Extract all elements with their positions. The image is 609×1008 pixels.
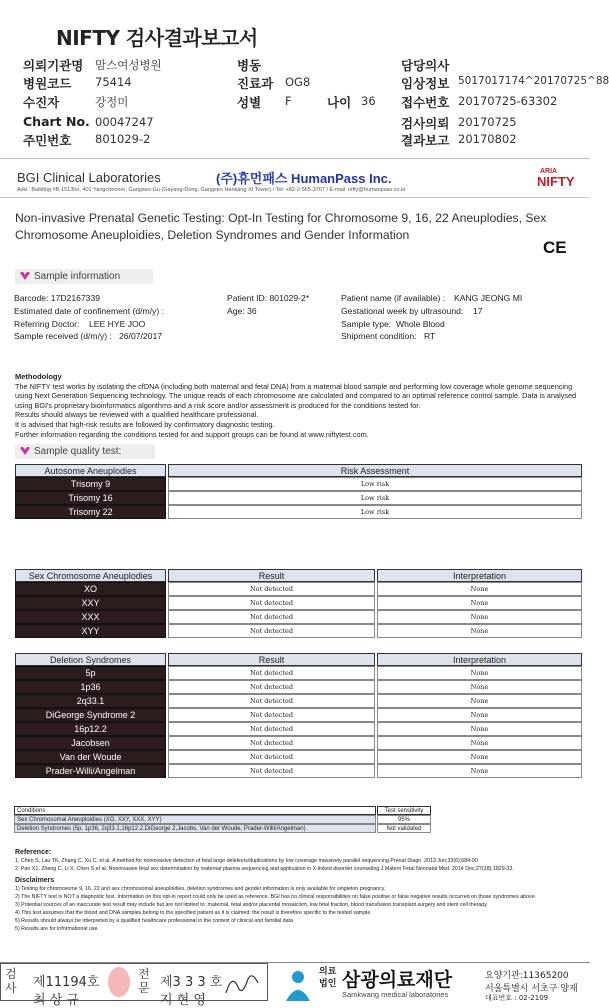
del-interp: None [377,694,582,708]
disclaimer-1: 1) Testing for chromosome 9, 16, 22 and sex chromosomal aneuploidies, deletion syndromes and gender information is only available for singleton pregnancy. [15,886,386,892]
cond-name: Deletion Syndromes (5p, 1p36, 2q33.1,16p12.2,DiGeorge 2,Jacobs, Van der Woude, Prader-Willi/Angelman) [14,824,376,833]
cond-sens: 95% [377,815,431,824]
lab-address: Add.: Building #B-1513ho, 401 Yangcheonro, Gangseo-Gu (Gayang-Dong, Gangseo Hankang XI Tower) / Tel: +82-2-565-3767 / E-mail: nifty@humanpass.co.kr [17,187,406,193]
table-row [15,624,582,638]
sample-type-label: Sample type: [341,319,392,329]
del-result: Not detected [168,694,375,708]
sex-result: Not detected [168,624,375,638]
partner-name: (주)휴먼패스 HumanPass Inc. [216,171,392,186]
del-header-name: Deletion Syndromes [15,653,166,666]
sex-name: XXX [15,610,166,624]
sex-interp: None [377,596,582,610]
table-row [15,708,582,722]
del-interp: None [377,722,582,736]
test-title: Non-invasive Prenatal Genetic Testing: Opt-In Testing for Chromosome 9, 16, 22 Aneuplodies, Sex Chromosome Aneuploidies, Deletion Syndromes and Gender Information [15,211,547,242]
del-name: Van der Woude [15,750,166,764]
request-date-value: 20170725 [458,115,517,129]
del-name: 16p12.2 [15,722,166,736]
sex-interp: None [377,624,582,638]
request-date-label: 검사의뢰 [401,116,450,131]
age-value: 36 [361,94,376,108]
sex-interp: None [377,582,582,596]
left-label: 검사 [5,967,17,995]
table-row [15,582,582,596]
dept-value: OG8 [285,75,311,89]
patient-age: Age: 36 [227,306,257,316]
autosome-name: Trisomy 22 [15,505,166,519]
director-name-2: 지 현 영 [160,993,206,1008]
ribbon-icon [19,446,31,456]
sample-info-heading-text: Sample information [34,271,121,282]
del-interp: None [377,750,582,764]
autosome-name: Trisomy 16 [15,491,166,505]
referring-label: Referring Doctor: [14,319,80,329]
sex-header-interp: Interpretation [377,569,582,582]
del-name: Jacobsen [15,736,166,750]
cond-name: Sex Chromosomal Aneuploidies (XO, XXY, XXX, XYY) [14,815,376,824]
del-result: Not detected [168,680,375,694]
del-result: Not detected [168,736,375,750]
gest-value: 17 [473,306,483,316]
reference-2: 2. Pan X1, Zhang C, Li X, Chen S,et al. Noninvasive fetal sex determination by maternal plasma sequencing and application in X-linked disorder counseling.J Matern Fetal Neonatal Med. 2014 Dec;27(18):1829-33. [15,866,514,872]
patient-name-label: Patient name (if available) : [341,293,446,303]
sex-header-result: Result [168,569,375,582]
disclaimers-heading: Disclaimers [15,877,55,884]
autosome-risk: Low risk [168,491,582,505]
sex-value: F [285,94,292,108]
sex-result: Not detected [168,610,375,624]
autosome-header-name: Autosome Aneuplodies [15,464,166,477]
autosome-table [13,464,584,519]
disclaimer-5: 5) Results should always be interpreted by a qualified healthcare professional in the context of clinical and familial data [15,918,293,924]
methodology-p2: Results should always be reviewed with a qualified healthcare professional. [15,410,259,420]
del-name: 5p [15,666,166,680]
resident-id-label: 주민번호 [23,133,72,148]
banner-divider [0,197,590,198]
ribbon-icon [19,271,31,281]
received-value: 26/07/2017 [119,331,163,341]
sample-info-heading [15,269,153,284]
collector-label: 수진자 [23,95,60,110]
referring-value: LEE HYE JOO [89,319,146,329]
del-interp: None [377,680,582,694]
table-row [15,491,582,505]
table-row [15,596,582,610]
autosome-name: Trisomy 9 [15,477,166,491]
org-eng: Samkwang medical laboratories [342,990,449,999]
org-small-1: 의료 [319,967,337,977]
patient-name-value: KANG JEONG MI [454,293,523,303]
report-title: NIFTY 검사결과보고서 [56,26,258,50]
institution-label: 의뢰기관명 [23,58,84,73]
doctor-label: 담당의사 [401,58,450,73]
del-header-interp: Interpretation [377,653,582,666]
methodology-p1: The NIFTY test works by isolating the cfDNA (including both maternal and fetal DNA) from a maternal blood sample and performing low coverage whole genome sequencing using Next Generation Sequencing technology. The unique reads of each chromosome are calculated and compared to an optimal reference control sample. Data is analysed using BGI's proprietary bioinformatics algorithms and a risk score and/or assessment is produced for the conditions tested for. [15,381,577,410]
del-result: Not detected [168,708,375,722]
shipment-value: RT [424,331,436,341]
seal-stamp [108,967,130,997]
del-result: Not detected [168,666,375,680]
sex-name: XO [15,582,166,596]
del-name: DiGeorge Syndrome 2 [15,708,166,722]
sex-label: 성별 [237,95,262,110]
sex-chromosome-table [13,569,584,638]
table-row [15,505,582,519]
hospital-code-value: 75414 [95,75,132,89]
barcode: Barcode: 17D2167339 [14,293,101,303]
cond-sens: Not validated [377,824,431,833]
footer [0,962,590,1008]
sex-interp: None [377,610,582,624]
del-header-result: Result [168,653,375,666]
del-interp: None [377,736,582,750]
report-date-label: 결과보고 [401,133,450,148]
references-heading: Reference: [15,849,52,856]
resident-id-value: 801029-2 [95,132,151,146]
disclaimer-2: 2) The NIFTY test is NOT a diagnostic test. Information on this opt-in report could only be used as reference. BGI has no clinical responsibilities on false positive or false negative results occurred on those syndromes above. [15,894,537,900]
autosome-header-risk: Risk Assessment [168,464,582,477]
org-tel: 대표번호 : 02-2109 [485,994,549,1002]
clinical-info-label: 임상정보 [401,76,450,91]
sex-name: XXY [15,596,166,610]
logo-nifty: NIFTY [537,174,575,189]
institution-value: 맘스여성병원 [95,58,162,72]
table-row [14,824,431,833]
director-name-1: 최 상 규 [33,993,79,1008]
autosome-risk: Low risk [168,477,582,491]
hospital-code-label: 병원코드 [23,76,72,91]
del-result: Not detected [168,750,375,764]
conditions-table [13,806,432,833]
org-name: 삼광의료재단 [342,969,453,991]
table-row [14,815,431,824]
ward-label: 병동 [237,58,262,73]
org-logo-icon [280,965,316,1001]
table-row [15,610,582,624]
del-result: Not detected [168,722,375,736]
logo-aria: ARIA [540,168,558,175]
del-name: 1p36 [15,680,166,694]
cond-header: Conditions [14,806,376,815]
org-address: 서울특별시 서초구 양재 [485,984,578,994]
age-label: 나이 [327,95,352,110]
del-interp: None [377,708,582,722]
sex-result: Not detected [168,582,375,596]
del-result: Not detected [168,764,375,778]
table-row [15,694,582,708]
deletion-table [13,653,584,778]
chart-no-value: 00047247 [95,115,154,129]
sex-name: XYY [15,624,166,638]
lab-name: BGI Clinical Laboratories [17,170,161,185]
table-row [15,680,582,694]
header-divider [0,158,590,159]
del-name: 2q33.1 [15,694,166,708]
edc-label: Estimated date of confinement (d/m/y) : [14,306,164,316]
gest-label: Gestational week by ultrasound: [341,306,464,316]
sex-result: Not detected [168,596,375,610]
table-row [15,750,582,764]
sex-header-name: Sex Chromosome Aneuplodies [15,569,166,582]
autosome-risk: Low risk [168,505,582,519]
table-row [15,736,582,750]
chart-no-label: Chart No. [23,114,90,129]
table-row [15,764,582,778]
license-no-1: 제11194호 [33,975,100,990]
quality-heading-text: Sample quality test: [34,446,122,457]
shipment-label: Shipment condition: [341,331,417,341]
patient-id: Patient ID: 801029-2* [227,293,310,303]
disclaimer-3: 3) Potential sources of an inaccurate test result may include but are not limited to: maternal, fetal and/or placental mosaicism, low fetal fraction, blood transfusion,transplant surgery and stem cell therapy [15,902,487,908]
methodology-heading: Methodology [15,372,62,381]
license-no-2: 제3 3 3 호 [160,975,223,990]
mid-label: 전문 [138,967,150,995]
disclaimer-6: 5) Results are for informational use. [15,926,99,932]
collector-value: 강정미 [95,95,129,109]
del-interp: None [377,764,582,778]
table-row [15,722,582,736]
disclaimer-4: 4) This test assumes that the blood and DNA samples belong to the specified patient as it is claimed; the result is therefore specific to the tested sample. [15,910,372,916]
nifty-logo [537,174,575,189]
methodology-p4: Further information regarding the conditions tested for and support groups can be found at www.niftytest.com. [15,429,369,439]
del-interp: None [377,666,582,680]
methodology [15,372,585,439]
report-date-value: 20170802 [458,132,517,146]
table-row [15,477,582,491]
sample-type-value: Whole Blood [396,319,445,329]
del-name: Prader-Willi/Angelman [15,764,166,778]
dept-label: 진료과 [237,76,274,91]
org-small-2: 법인 [319,979,337,989]
receipt-no-label: 접수번호 [401,95,450,110]
table-row [15,666,582,680]
references-disclaimers [15,849,585,933]
org-code: 요양기관:11365200 [485,971,569,981]
quality-heading [15,444,155,459]
receipt-no-value: 20170725-63302 [458,94,558,108]
received-label: Sample received (d/m/y) : [14,331,112,341]
sens-header: Test sensitivity [377,806,431,815]
clinical-info-value: 5017017174^20170725^88 [458,75,609,87]
ce-mark: CE [543,238,567,257]
methodology-p3: It is advised that high-risk results are followed by confirmatory diagnostic testing. [15,419,275,429]
signature [222,969,262,999]
reference-1: 1. Chen S, Lau TK, Zhang C, Xu C, et al. A method for noninvasive detection of fetal large deletions/duplications by low coverage massively parallel sequencing.Prenat Diagn. 2013 Jun;33(6):584-90 [15,858,478,864]
